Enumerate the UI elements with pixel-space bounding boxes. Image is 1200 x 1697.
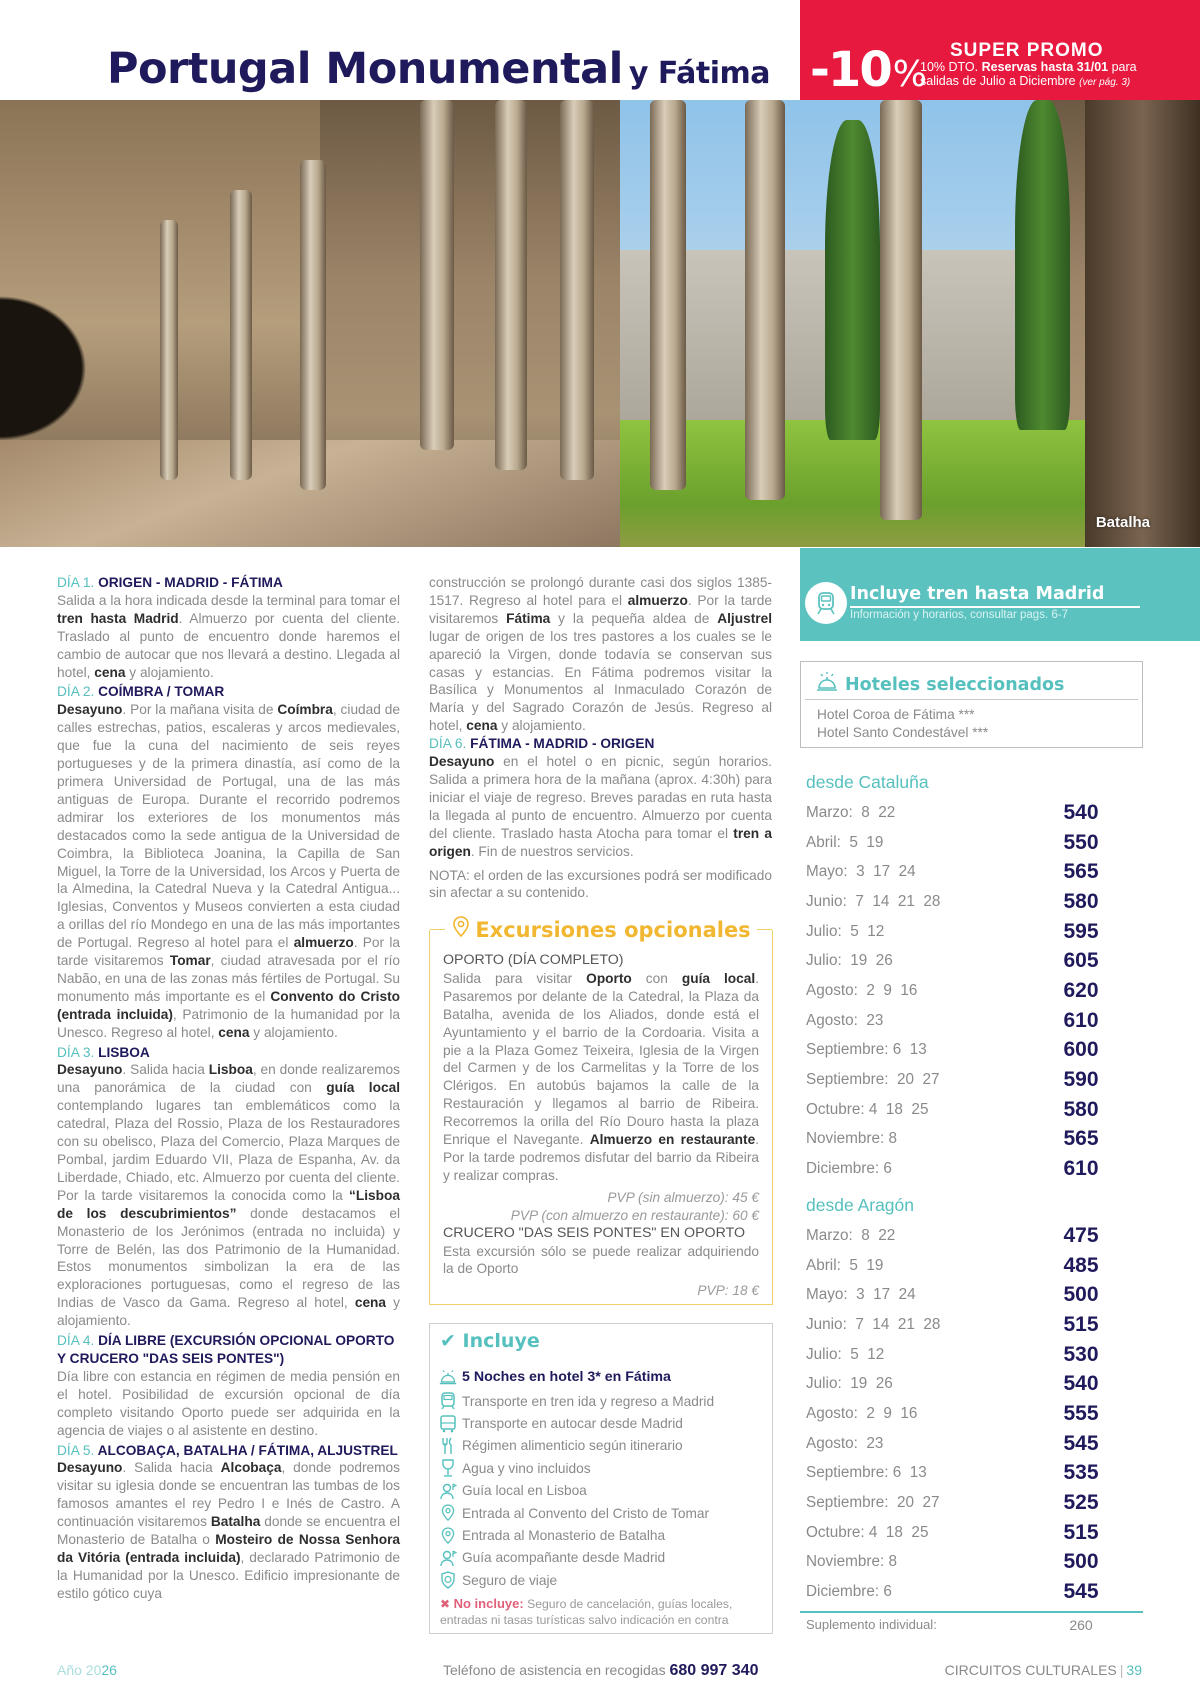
page-title: Portugal Monumental y Fátima: [107, 44, 770, 94]
single-supplement: Suplemento individual: 260: [806, 1617, 1093, 1633]
excursion-description: Salida para visitar Oporto con guía local. Pasaremos por delante de la Catedral, la Plaza da Batalha, avenida de los Aliados, donde está el Ayuntamiento y el barrio de la Cordoaria. Visita a pie a la Plaza Gomez Teixeira, Iglesia de la Virgen del Carmen y de los Carmelitas y la Torre de los Clérigos. En autobús bajamos la calle de la Restauración y llegamos al barrio de Ribeira. Recorremos la orilla del Río Douro hasta la plaza Enrique el Navegante. Almuerzo en restaurante. Por la tarde podremos disfutar del barrio da Ribeira y realizar compras.: [443, 970, 760, 1183]
divider: [800, 1611, 1143, 1613]
include-item: Seguro de viaje: [436, 1569, 766, 1591]
footer-year: Año 2026: [57, 1662, 117, 1678]
price-row: [806, 1006, 1106, 1036]
bus-icon: [436, 1414, 460, 1434]
check-icon: ✔: [440, 1330, 456, 1352]
excursion-price: PVP (sin almuerzo): 45 €: [607, 1189, 759, 1205]
departure-dates: Mayo: 3 17 24: [806, 1286, 916, 1304]
day-description: Desayuno. Por la mañana visita de Coímbra, ciudad de calles estrechas, patios, escaleras y arcos medievales, que fue la cuna del nacimiento de seis reyes portugueses y de la primera dinastía, así como de la primera Universidad de Portugal, una de las más antiguas de Europa. Durante el recorrido podremos admirar los exteriores de los monumentos más destacados como la sede antigua de la Universidad de Coimbra, la Biblioteca Joanina, la Capilla de San Miguel, la Torre de la Universidad, los Arcos y Puerta de la Almedina, la Catedral Nueva y la Catedral Antigua... Iglesias, Conventos y Museos convierten a esta ciudad a orillas del río Mondego en una de las más importantes de Portugal. Regreso al hotel para el almuerzo. Por la tarde visitaremos Tomar, ciudad atravesada por el río Nabão, en una de las zonas más fértiles de Portugal. Su monumento más importante es el Convento do Cristo (entrada incluida), Patrimonio de la humanidad por la Unesco. Regreso al hotel, cena y alojamiento.: [57, 702, 401, 1040]
guide-icon: [436, 1548, 460, 1568]
train-icon: [436, 1391, 460, 1411]
discount-badge: -10%: [810, 42, 925, 98]
excursion-heading: OPORTO (DÍA COMPLETO): [443, 952, 624, 968]
price-row: [806, 1459, 1106, 1489]
price-value: 620: [1063, 978, 1099, 1002]
departure-dates: Septiembre: 20 27: [806, 1071, 940, 1089]
price-row: [806, 1095, 1106, 1125]
price-row: [806, 1221, 1106, 1251]
price-value: 550: [1063, 830, 1099, 854]
guide-icon: [436, 1481, 460, 1501]
super-promo-banner: [800, 0, 1200, 100]
itinerary-day: [57, 683, 400, 1041]
includes-list: [436, 1364, 766, 1592]
excursion-description: Esta excursión sólo se puede realizar adquiriendo la de Oporto: [443, 1243, 759, 1277]
promo-line-2: salidas de Julio a Diciembre (ver pág. 3): [920, 74, 1131, 88]
location-pin-icon: [436, 1526, 460, 1546]
x-circle-icon: ✖: [440, 1597, 451, 1611]
wine-glass-icon: [436, 1458, 460, 1478]
hotel-bell-icon: [436, 1367, 460, 1387]
price-row: [806, 1399, 1106, 1429]
departure-dates: Septiembre: 6 13: [806, 1464, 927, 1482]
train-banner-subtitle: Información y horarios, consultar pags. 6-7: [850, 609, 1068, 621]
departure-dates: Junio: 7 14 21 28: [806, 892, 941, 910]
price-value: 565: [1063, 1127, 1099, 1151]
day-heading: DÍA 1. ORIGEN - MADRID - FÁTIMA: [57, 575, 283, 590]
itinerary-column-1: [57, 574, 400, 1605]
price-table-cataluna: [806, 772, 1106, 1184]
price-value: 545: [1063, 1431, 1099, 1455]
shield-icon: [436, 1570, 460, 1590]
price-row: [806, 1154, 1106, 1184]
footer-phone: Teléfono de asistencia en recogidas 680 997 340: [443, 1662, 759, 1679]
price-value: 500: [1063, 1283, 1099, 1307]
day-description: Desayuno en el hotel o en picnic, según horarios. Salida a primera hora de la mañana (aprox. 4:30h) para iniciar el viaje de regreso. Breves paradas en ruta hasta la llegada al punto de encuentro. Almuerzo por cuenta del cliente. Traslado hasta Atocha para tomar el tren a origen. Fin de nuestros servicios.: [429, 754, 772, 859]
footer-section: CIRCUITOS CULTURALES | 39: [944, 1662, 1142, 1678]
day-heading: DÍA 2. COÍMBRA / TOMAR: [57, 684, 225, 700]
price-row: [806, 976, 1106, 1006]
include-item: Entrada al Convento del Cristo de Tomar: [436, 1502, 766, 1524]
excursions-title: Excursiones opcionales: [475, 917, 751, 942]
day-heading: DÍA 6. FÁTIMA - MADRID - ORIGEN: [429, 736, 655, 752]
promo-line-1: 10% DTO. Reservas hasta 31/01 para: [920, 60, 1137, 74]
price-value: 475: [1063, 1223, 1099, 1247]
itinerary-day: [57, 1332, 400, 1439]
price-value: 605: [1063, 949, 1099, 973]
photo-caption: Batalha: [1095, 514, 1150, 531]
price-value: 545: [1063, 1580, 1099, 1604]
price-row: [806, 1125, 1106, 1155]
hotels-list: [817, 706, 988, 741]
departure-dates: Marzo: 8 22: [806, 1226, 896, 1244]
departure-dates: Abril: 5 19: [806, 1256, 884, 1274]
not-included-note: ✖ No incluye: Seguro de cancelación, guías locales, entradas ni tasas turísticas salvo indicación en contra: [440, 1596, 733, 1627]
price-value: 595: [1063, 919, 1099, 943]
departure-dates: Julio: 19 26: [806, 1375, 893, 1393]
departure-dates: Agosto: 2 9 16: [806, 981, 918, 999]
itinerary-day: [57, 1442, 400, 1603]
departure-dates: Noviembre: 8: [806, 1130, 897, 1148]
price-value: 515: [1063, 1520, 1099, 1544]
price-value: 580: [1063, 889, 1099, 913]
location-pin-icon: [436, 1503, 460, 1523]
price-origin-heading: desde Cataluña: [806, 772, 929, 792]
include-item: Guía acompañante desde Madrid: [436, 1547, 766, 1569]
page-number: 39: [1126, 1662, 1142, 1678]
price-row: [806, 1310, 1106, 1340]
day-heading: DÍA 4. DÍA LIBRE (EXCURSIÓN OPCIONAL OPORTO Y CRUCERO "DAS SEIS PONTES"): [57, 1333, 395, 1366]
departure-dates: Agosto: 23: [806, 1011, 884, 1029]
price-value: 555: [1063, 1401, 1099, 1425]
price-row: [806, 1548, 1106, 1578]
promo-headline: SUPER PROMO: [950, 40, 1104, 61]
departure-dates: Septiembre: 6 13: [806, 1041, 927, 1059]
price-row: [806, 887, 1106, 917]
train-included-banner: [800, 548, 1200, 641]
day-description: Salida a la hora indicada desde la terminal para tomar el tren hasta Madrid. Almuerzo por cuenta del cliente. Traslado al punto de encuentro donde haremos el cambio de autocar que nos llevará a destino. Llegada al hotel, cena y alojamiento.: [57, 592, 400, 680]
include-item: Guía local en Lisboa: [436, 1480, 766, 1502]
departure-dates: Julio: 19 26: [806, 952, 893, 970]
price-value: 580: [1063, 1097, 1099, 1121]
excursion-price: PVP (con almuerzo en restaurante): 60 €: [510, 1207, 759, 1223]
include-item: Transporte en tren ida y regreso a Madrid: [436, 1390, 766, 1412]
departure-dates: Marzo: 8 22: [806, 803, 896, 821]
price-row: [806, 1036, 1106, 1066]
price-value: 525: [1063, 1491, 1099, 1515]
price-value: 600: [1063, 1038, 1099, 1062]
day-heading: DÍA 5. ALCOBAÇA, BATALHA / FÁTIMA, ALJUSTREL: [57, 1442, 398, 1458]
selected-hotels-box: [800, 661, 1143, 748]
hotel-item: Hotel Coroa de Fátima ***: [817, 707, 975, 722]
price-value: 530: [1063, 1342, 1099, 1366]
day-description: Día libre con estancia en régimen de media pensión en el hotel. Posibilidad de excursión opcional de día completo visitando Oporto puede ser adquirida en la agencia de viajes o al asistente en destino.: [57, 1368, 400, 1438]
header: [0, 0, 800, 100]
departure-dates: Julio: 5 12: [806, 1345, 885, 1363]
excursion-price: PVP: 18 €: [697, 1283, 759, 1299]
price-row: [806, 857, 1106, 887]
price-value: 540: [1063, 1372, 1099, 1396]
include-item: Transporte en autocar desde Madrid: [436, 1412, 766, 1434]
price-row: [806, 1065, 1106, 1095]
departure-dates: Abril: 5 19: [806, 833, 884, 851]
price-row: [806, 917, 1106, 947]
departure-dates: Agosto: 23: [806, 1434, 884, 1452]
day-heading: DÍA 3. LISBOA: [57, 1044, 150, 1060]
price-row: [806, 1251, 1106, 1281]
departure-dates: Agosto: 2 9 16: [806, 1404, 918, 1422]
hotels-title: Hoteles seleccionados: [845, 674, 1065, 695]
day-description: Desayuno. Salida hacia Lisboa, en donde realizaremos una panorámica de la ciudad con guía local contemplando lugares tan emblemáticos como la catedral, Plaza del Rossio, Plaza de los Restauradores con su obelisco, Plaza del Comercio, Plaza Marques de Pombal, jardim Eduardo VII, Plaza de Espanha, Av. da Liberdade, Chiado, etc. Almuerzo por cuenta del cliente. Por la tarde visitaremos la conocida como la “Lisboa de los descubrimientos” donde destacamos el Monasterio de los Jerónimos (entrada no incluida) y Torre de Belén, las dos Patrimonio de la Humanidad. Estos monumentos simbolizan la era de las exploraciones portuguesas, como el regreso de las Indias de Vasco da Gama. Regreso al hotel, cena y alojamiento.: [57, 1062, 400, 1329]
price-origin-heading: desde Aragón: [806, 1195, 915, 1215]
optional-excursions-box: [429, 917, 773, 1305]
departure-dates: Octubre: 4 18 25: [806, 1100, 929, 1118]
price-row: [806, 828, 1106, 858]
price-row: [806, 946, 1106, 976]
price-value: 500: [1063, 1550, 1099, 1574]
price-value: 610: [1063, 1008, 1099, 1032]
price-row: [806, 798, 1106, 828]
day-description: construcción se prolongó durante casi dos siglos 1385-1517. Regreso al hotel para el almuerzo. Por la tarde visitaremos Fátima y la pequeña aldea de Aljustrel lugar de origen de los tres pastores a los cuales se le apareció la Virgen, donde todavía se conservan sus casas y estancias. En Fátima podremos visitar la Basílica y Monumentos al Inmaculado Corazón de María y del Sagrado Corazón de Jesús. Regreso al hotel, cena y alojamiento.: [429, 575, 772, 734]
price-row: [806, 1429, 1106, 1459]
include-item: Régimen alimenticio según itinerario: [436, 1435, 766, 1457]
price-table-aragon: [806, 1195, 1106, 1607]
price-value: 535: [1063, 1461, 1099, 1485]
train-icon: [805, 582, 847, 624]
departure-dates: Diciembre: 6: [806, 1160, 892, 1178]
departure-dates: Octubre: 4 18 25: [806, 1523, 929, 1541]
price-value: 565: [1063, 860, 1099, 884]
includes-box: [429, 1323, 773, 1634]
departure-dates: Noviembre: 8: [806, 1553, 897, 1571]
itinerary-day: [57, 574, 400, 681]
price-row: [806, 1577, 1106, 1607]
departure-dates: Junio: 7 14 21 28: [806, 1315, 941, 1333]
excursion-heading: CRUCERO "DAS SEIS PONTES" EN OPORTO: [443, 1224, 746, 1241]
price-row: [806, 1518, 1106, 1548]
itinerary-column-2: [429, 574, 772, 902]
price-value: 515: [1063, 1312, 1099, 1336]
departure-dates: Mayo: 3 17 24: [806, 863, 916, 881]
include-item: Entrada al Monasterio de Batalha: [436, 1524, 766, 1546]
itinerary-day: [57, 1044, 400, 1331]
hotel-bell-icon: [815, 671, 839, 698]
price-row: [806, 1280, 1106, 1310]
includes-title: ✔ Incluye: [440, 1330, 540, 1352]
price-row: [806, 1488, 1106, 1518]
cutlery-icon: [436, 1436, 460, 1456]
hero-photo-batalha-cloister: [0, 100, 1200, 547]
departure-dates: Julio: 5 12: [806, 922, 885, 940]
price-row: [806, 1369, 1106, 1399]
hotel-item: Hotel Santo Condestável ***: [817, 724, 989, 740]
include-item: Agua y vino incluidos: [436, 1457, 766, 1479]
train-banner-title: Incluye tren hasta Madrid: [850, 584, 1105, 604]
itinerary-day: [429, 735, 772, 860]
day-description: Desayuno. Salida hacia Alcobaça, donde podremos visitar su iglesia donde se encuentran las tumbas de los famosos amantes el rey Pedro I e Inés de Castro. A continuación visitaremos Batalha donde se encuentra el Monasterio de Batalha o Mosteiro de Nossa Senhora da Vitória (entrada incluida), declarado Patrimonio de la Humanidad por la Unesco. Edificio impresionante de estilo gótico cuya: [57, 1460, 401, 1601]
departure-dates: Diciembre: 6: [806, 1583, 892, 1601]
include-item: 5 Noches en hotel 3* en Fátima: [436, 1364, 766, 1390]
price-value: 485: [1063, 1253, 1099, 1277]
price-row: [806, 1340, 1106, 1370]
price-value: 590: [1063, 1068, 1099, 1092]
price-value: 540: [1063, 800, 1099, 824]
note: NOTA: el orden de las excursiones podrá ser modificado sin afectar a su contenido.: [429, 867, 772, 901]
price-value: 610: [1063, 1157, 1099, 1181]
location-pin-icon: [451, 916, 471, 943]
departure-dates: Septiembre: 20 27: [806, 1494, 940, 1512]
